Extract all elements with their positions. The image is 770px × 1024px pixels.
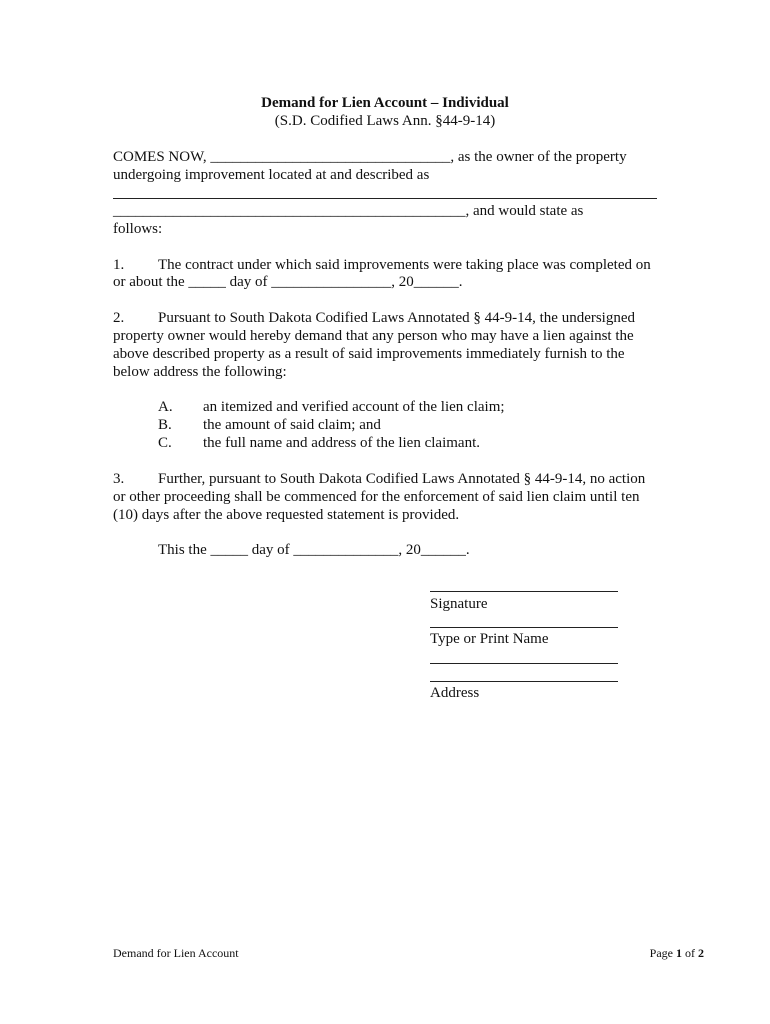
- address-line-1: [430, 663, 618, 664]
- print-name-line: [430, 627, 618, 628]
- intro-line-1: COMES NOW, ________________________________, as the owner of the property: [113, 149, 627, 165]
- para1-line-1: The contract under which said improvements were taking place was completed on: [158, 257, 651, 273]
- para2-line-1: Pursuant to South Dakota Codified Laws Annotated § 44-9-14, the undersigned: [158, 310, 636, 326]
- signature-label: Signature: [430, 596, 488, 612]
- page-number: [650, 944, 704, 962]
- page-total: 2: [698, 946, 704, 960]
- para3-number: 3.: [113, 471, 125, 487]
- para2-line-2: property owner would hereby demand that any person who may have a lien against the: [113, 328, 634, 344]
- document-subtitle: (S.D. Codified Laws Ann. §44-9-14): [274, 113, 496, 129]
- dated-line: This the _____ day of ______________, 20______.: [158, 542, 470, 558]
- para2-line-4: below address the following:: [113, 364, 287, 380]
- print-name-label: Type or Print Name: [430, 631, 549, 647]
- property-description-blank-line: [113, 198, 657, 199]
- para3-line-2: or other proceeding shall be commenced for the enforcement of said lien claim until ten: [113, 489, 640, 505]
- signature-line: [430, 591, 618, 592]
- para1-number: 1.: [113, 257, 125, 273]
- intro-line-4: _______________________________________________, and would state as: [113, 203, 584, 219]
- list-item-letter: A.: [158, 399, 173, 415]
- document-title: Demand for Lien Account – Individual: [261, 95, 509, 111]
- page-of: of: [685, 946, 695, 960]
- list-item-letter: C.: [158, 435, 172, 451]
- para1-line-2: or about the _____ day of ________________, 20______.: [113, 274, 463, 290]
- page-word: Page: [649, 946, 673, 960]
- address-label: Address: [430, 685, 480, 701]
- list-item-letter: B.: [158, 417, 172, 433]
- list-item-text: an itemized and verified account of the lien claim;: [203, 399, 505, 415]
- intro-line-5: follows:: [113, 221, 163, 237]
- para3-line-3: (10) days after the above requested statement is provided.: [113, 507, 460, 523]
- intro-line-2: undergoing improvement located at and described as: [113, 167, 430, 183]
- page-current: 1: [676, 946, 682, 960]
- address-line-2: [430, 681, 618, 682]
- para3-line-1: Further, pursuant to South Dakota Codified Laws Annotated § 44-9-14, no action: [158, 471, 646, 487]
- para2-line-3: above described property as a result of said improvements immediately furnish to the: [113, 346, 625, 362]
- list-item-text: the full name and address of the lien claimant.: [203, 435, 480, 451]
- footer-title: Demand for Lien Account: [113, 946, 239, 960]
- list-item-text: the amount of said claim; and: [203, 417, 381, 433]
- para2-number: 2.: [113, 310, 125, 326]
